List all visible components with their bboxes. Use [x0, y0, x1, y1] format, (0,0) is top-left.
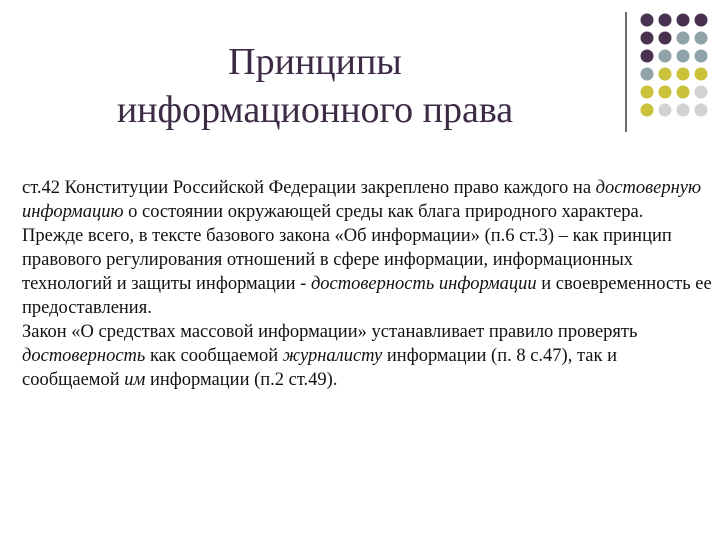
text-segment: Закон «О средствах массовой информации» устанавливает правило проверять — [22, 322, 638, 342]
title-line-1: Принципы — [228, 41, 402, 83]
title-line-2: информационного права — [116, 89, 514, 131]
decorative-dot — [659, 14, 672, 27]
italic-text: достоверную информацию — [22, 178, 702, 222]
text-segment: как сообщаемой — [145, 346, 283, 366]
decorative-dot — [641, 50, 654, 63]
paragraph-1 — [22, 176, 712, 224]
decorative-dot — [695, 68, 708, 81]
decorative-dot — [695, 86, 708, 99]
italic-text: им — [124, 370, 146, 390]
decorative-dot — [659, 104, 672, 117]
slide-title — [20, 38, 610, 134]
decorative-dot — [641, 104, 654, 117]
paragraph-2 — [22, 224, 712, 320]
decorative-dot — [677, 32, 690, 45]
decorative-dot — [695, 14, 708, 27]
text-segment: о состоянии окружающей среды как блага природного характера. — [123, 202, 644, 222]
text-segment: информации (п.2 ст.49). — [145, 370, 338, 390]
decorative-dot — [677, 68, 690, 81]
paragraph-3 — [22, 320, 712, 392]
decorative-dot — [677, 104, 690, 117]
decorative-dot-grid — [637, 10, 717, 120]
decorative-dot — [695, 32, 708, 45]
text-segment: информации (п. 8 с.47), так и сообщаемой — [22, 346, 617, 390]
decorative-dot — [641, 14, 654, 27]
text-segment: Прежде всего, в тексте базового закона «Об информации» (п.6 ст.3) – как принцип правового регулирования отношений в сфере информации, информационных технологий и защиты информации - — [22, 226, 672, 294]
vertical-divider — [625, 12, 627, 132]
decorative-dot — [677, 86, 690, 99]
text-segment: и своевременность ее предоставления. — [22, 274, 712, 318]
italic-text: достоверность — [22, 346, 146, 366]
decorative-dot — [641, 32, 654, 45]
slide-body-text — [22, 176, 712, 392]
decorative-dot — [695, 104, 708, 117]
decorative-dot — [677, 14, 690, 27]
decorative-dot — [659, 50, 672, 63]
decorative-dot — [659, 68, 672, 81]
decorative-dot — [695, 50, 708, 63]
decorative-dot — [677, 50, 690, 63]
decorative-dot — [659, 32, 672, 45]
decorative-dot — [659, 86, 672, 99]
text-segment: ст.42 Конституции Российской Федерации закреплено право каждого на — [22, 178, 596, 198]
decorative-dot — [641, 86, 654, 99]
italic-text: журналисту — [282, 346, 383, 366]
decorative-dot — [641, 68, 654, 81]
italic-text: достоверность информации — [310, 274, 537, 294]
